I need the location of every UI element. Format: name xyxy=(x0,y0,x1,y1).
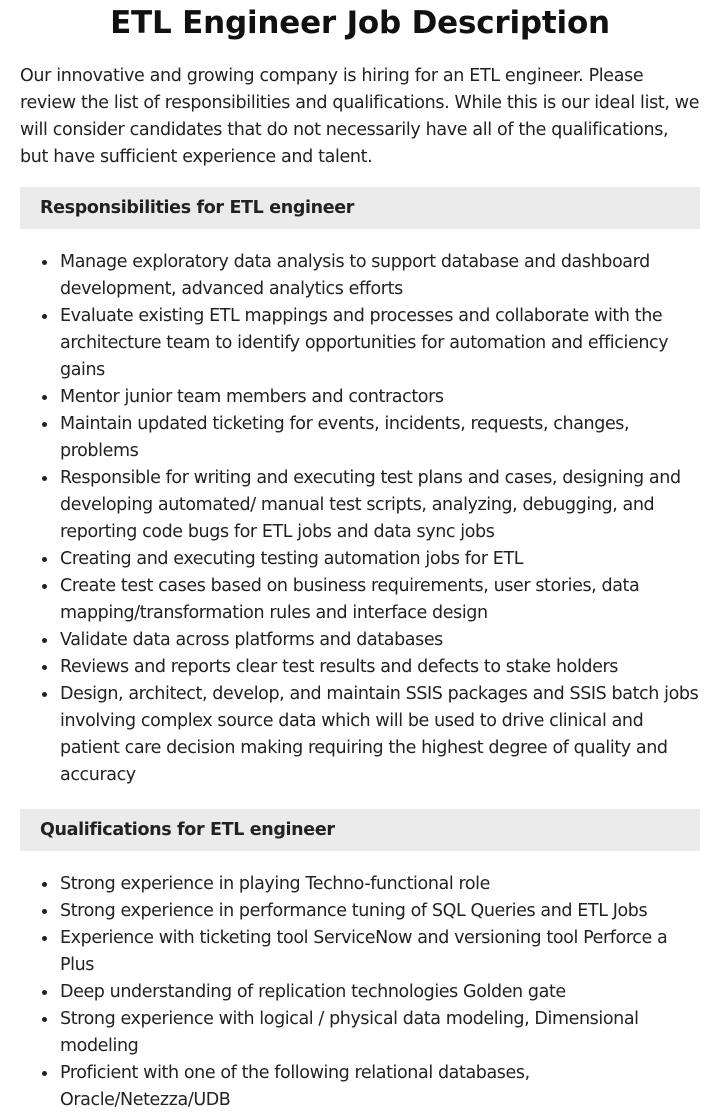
responsibility-item: Evaluate existing ETL mappings and processes and collaborate with the architecture team to identify opportunities for automation and efficiency gains xyxy=(60,303,700,384)
responsibility-item: Validate data across platforms and databases xyxy=(60,627,700,654)
responsibility-item: Create test cases based on business requirements, user stories, data mapping/transformation rules and interface design xyxy=(60,573,700,627)
qualifications-heading: Qualifications for ETL engineer xyxy=(20,809,700,851)
responsibility-item: Maintain updated ticketing for events, incidents, requests, changes, problems xyxy=(60,411,700,465)
responsibility-item: Reviews and reports clear test results and defects to stake holders xyxy=(60,654,700,681)
responsibility-item: Creating and executing testing automation jobs for ETL xyxy=(60,546,700,573)
responsibility-item: Design, architect, develop, and maintain SSIS packages and SSIS batch jobs involving complex source data which will be used to drive clinical and patient care decision making requiring the highest degree of quality and accuracy xyxy=(60,681,700,789)
responsibility-item: Mentor junior team members and contractors xyxy=(60,384,700,411)
responsibilities-heading: Responsibilities for ETL engineer xyxy=(20,187,700,229)
qualification-item: Strong experience in playing Techno-functional role xyxy=(60,871,700,898)
responsibility-item: Responsible for writing and executing test plans and cases, designing and developing automated/ manual test scripts, analyzing, debugging, and reporting code bugs for ETL jobs and data sync jobs xyxy=(60,465,700,546)
intro-paragraph: Our innovative and growing company is hiring for an ETL engineer. Please review the list of responsibilities and qualifications. While this is our ideal list, we will consider candidates that do not necessarily have all of the qualifications, but have sufficient experience and talent. xyxy=(20,66,700,167)
qualifications-list xyxy=(20,871,700,1114)
responsibility-item: Manage exploratory data analysis to support database and dashboard development, advanced analytics efforts xyxy=(60,249,700,303)
qualification-item: Strong experience with logical / physical data modeling, Dimensional modeling xyxy=(60,1006,700,1060)
qualification-item: Strong experience in performance tuning of SQL Queries and ETL Jobs xyxy=(60,898,700,925)
page-title: ETL Engineer Job Description xyxy=(110,5,610,41)
qualification-item: Experience with ticketing tool ServiceNow and versioning tool Perforce a Plus xyxy=(60,925,700,979)
responsibilities-list xyxy=(20,249,700,789)
qualification-item: Deep understanding of replication technologies Golden gate xyxy=(60,979,700,1006)
qualification-item: Proficient with one of the following relational databases, Oracle/Netezza/UDB xyxy=(60,1060,700,1114)
